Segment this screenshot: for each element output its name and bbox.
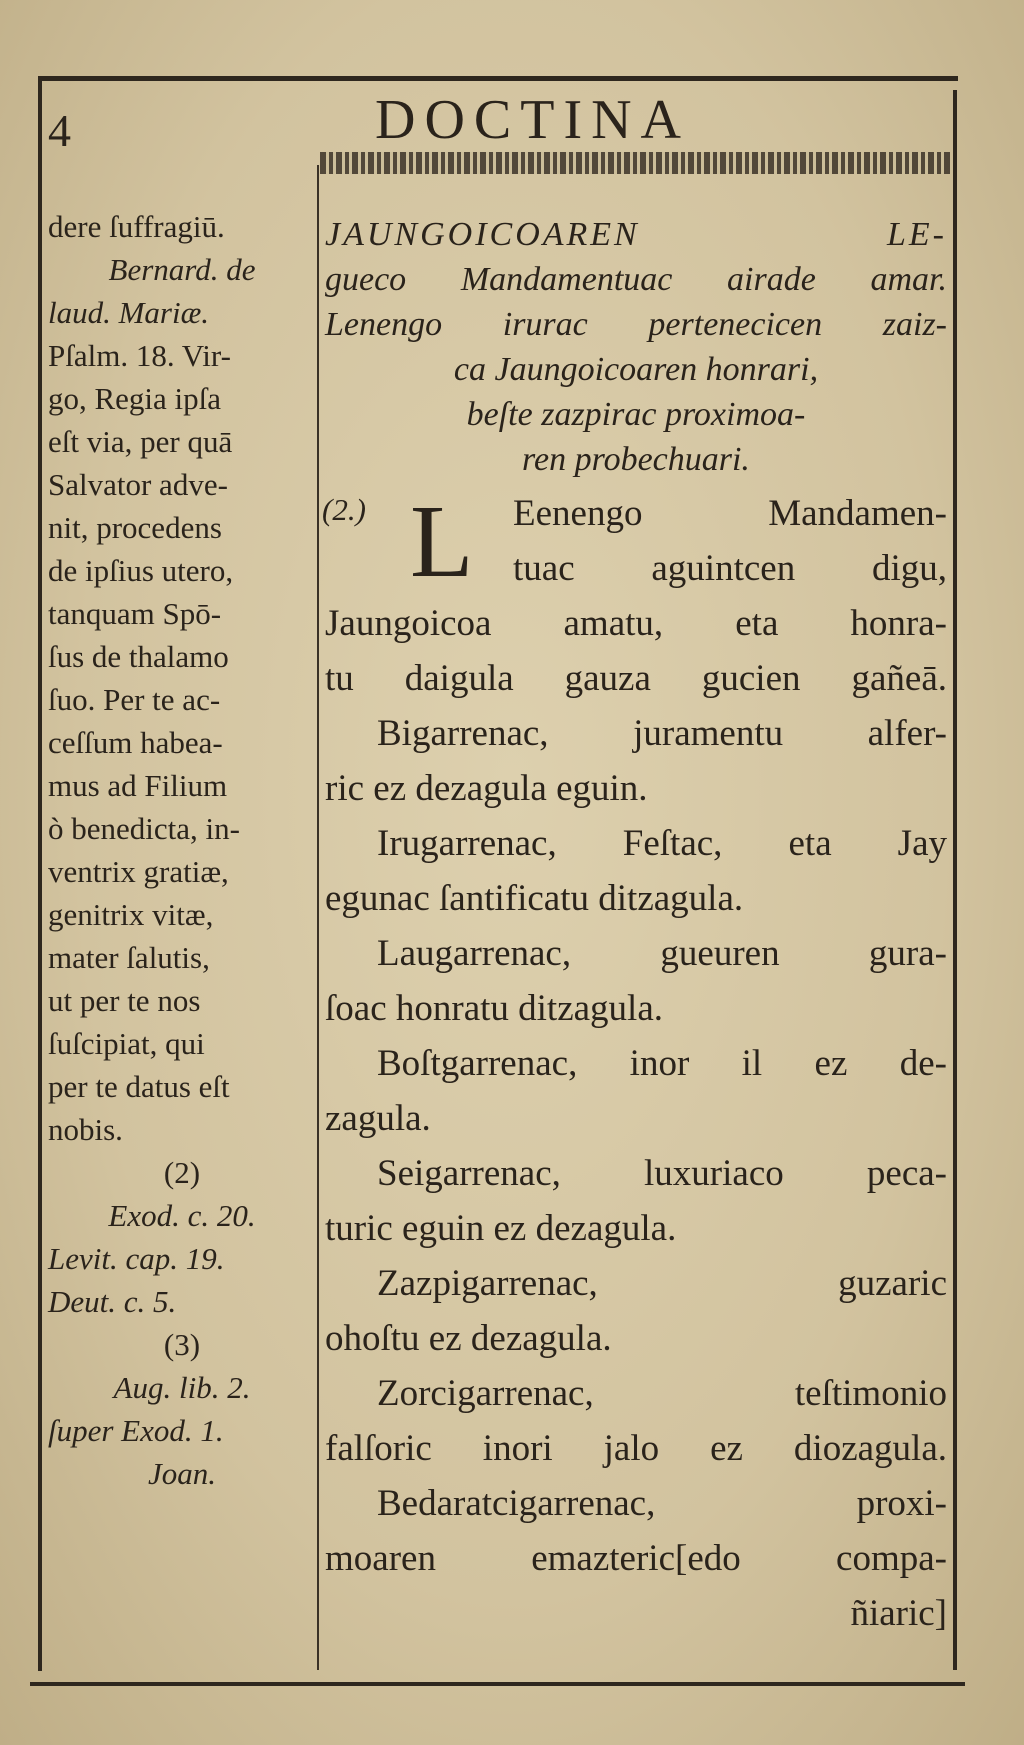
body-line: Bedaratcigarrenac, proxi- [377,1483,947,1524]
running-title: DOCTINA [375,89,690,151]
margin-citation: ſuper Exod. 1. [48,1413,224,1448]
body-line: zagula. [325,1098,431,1139]
page-number: 4 [48,105,71,156]
drop-cap: L [410,484,474,599]
body-line: tu daigula gauza gucien gañeā. [325,658,947,699]
margin-line: ventrix gratiæ, [48,854,229,889]
margin-line: mus ad Filium [48,768,228,803]
body-line: turic eguin ez dezagula. [325,1208,677,1249]
body-line: Eenengo Mandamen- [513,493,947,534]
body-line: Irugarrenac, Feſtac, eta Jay [377,823,947,864]
heading-line: ca Jaungoicoaren honrari, [453,351,819,388]
bottom-rule [30,1682,965,1686]
heading-line: beſte zazpirac proximoa- [466,396,806,433]
body-line: Boſtgarrenac, inor il ez de- [377,1043,947,1084]
commandments-paragraph [322,484,947,1641]
margin-note-ref: (3) [163,1327,201,1362]
heading-line: JAUNGOICOAREN LE- [325,216,947,253]
column-divider [317,165,319,1670]
margin-line: mater ſalutis, [48,940,210,975]
top-rule [38,76,958,81]
right-border [953,90,957,1670]
margin-line: ò benedicta, in- [48,811,240,846]
margin-line: tanquam Spō- [48,596,222,631]
margin-line: Bernard. de [108,252,256,287]
margin-line: de ipſius utero, [48,553,234,588]
body-line: ohoſtu ez dezagula. [325,1318,612,1359]
margin-line: nobis. [48,1112,123,1147]
body-line: ſoac honratu ditzagula. [325,988,664,1029]
margin-notes [48,205,316,1495]
heading-line: gueco Mandamentuac airade amar. [325,261,947,298]
body-line: Jaungoicoa amatu, eta honra- [325,603,947,644]
left-border [38,76,42,1671]
body-line: Laugarrenac, gueuren gura- [377,933,947,974]
body-line: Zorcigarrenac, teſtimonio [377,1373,947,1414]
margin-line: ſuſcipiat, qui [48,1026,205,1061]
margin-line: ceſſum habea- [48,725,223,760]
margin-line: dere ſuffragiū. [48,209,225,244]
heading-line: Lenengo irurac pertenecicen zaiz- [325,306,947,343]
margin-line: go, Regia ipſa [48,381,222,416]
margin-line: per te datus eſt [48,1069,230,1104]
body-line: ñiaric] [850,1593,947,1634]
margin-line: ſus de thalamo [48,639,229,674]
body-line: Bigarrenac, juramentu alfer- [377,713,947,754]
margin-citation: Exod. c. 20. [108,1198,256,1233]
margin-line: Salvator adve- [48,467,228,502]
heading-line: ren probechuari. [522,441,750,478]
body-line: ric ez dezagula eguin. [325,768,648,809]
main-text-column [322,212,947,1641]
section-heading [325,212,947,482]
body-line: Seigarrenac, luxuriaco peca- [377,1153,947,1194]
body-line: moaren emazteric[edo compa- [325,1538,947,1579]
margin-note-ref: (2) [163,1155,201,1190]
margin-line: genitrix vitæ, [48,897,214,932]
margin-citation: Levit. cap. 19. [48,1241,225,1276]
margin-citation: Deut. c. 5. [48,1284,177,1319]
margin-citation: Joan. [147,1456,216,1491]
ornament-band [320,152,950,174]
note-reference: (2.) [322,492,366,527]
body-line: tuac aguintcen digu, [513,548,947,589]
body-line: falſoric inori jalo ez diozagula. [325,1428,947,1469]
margin-line: ut per te nos [48,983,201,1018]
margin-line: ſuo. Per te ac- [48,682,221,717]
body-line: Zazpigarrenac, guzaric [377,1263,947,1304]
margin-line: nit, procedens [48,510,222,545]
margin-line: eſt via, per quā [48,424,233,459]
margin-line: Pſalm. 18. Vir- [48,338,231,373]
body-line: egunac ſantificatu ditzagula. [325,878,744,919]
margin-line: laud. Mariæ. [48,295,210,330]
margin-citation: Aug. lib. 2. [113,1370,251,1405]
